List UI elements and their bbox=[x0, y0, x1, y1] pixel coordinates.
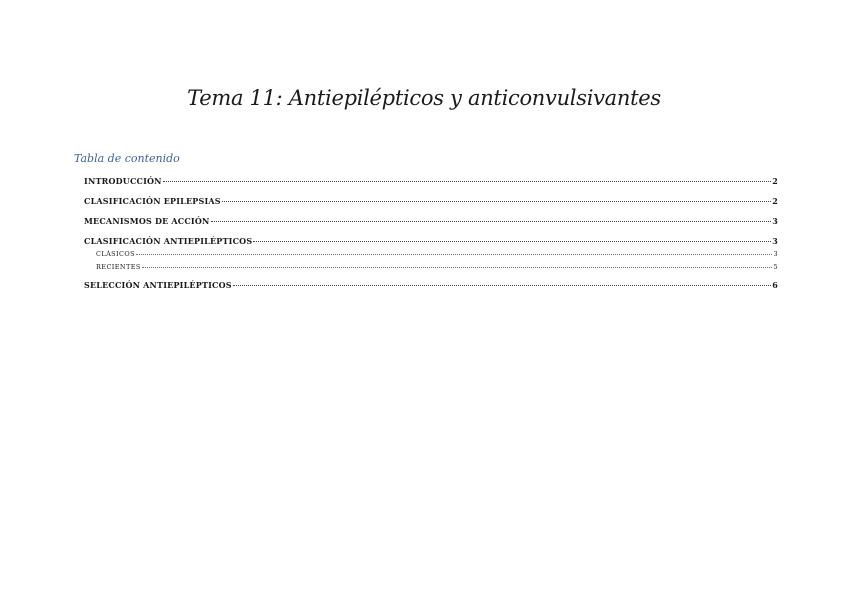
toc-entry-clasificacion-antiepilepticos[interactable] bbox=[84, 236, 778, 246]
toc-entry-label: MECANISMOS DE ACCIÓN bbox=[84, 216, 210, 226]
toc-dot-leader bbox=[253, 241, 771, 242]
toc-entry-clasificacion-epilepsias[interactable] bbox=[84, 196, 778, 206]
toc-entry-label: CLASIFICACIÓN ANTIEPILÉPTICOS bbox=[84, 236, 253, 246]
toc-heading: Tabla de contenido bbox=[74, 152, 180, 165]
toc-page-number: 3 bbox=[773, 250, 778, 258]
toc-entry-label: SELECCIÓN ANTIEPILÉPTICOS bbox=[84, 280, 232, 290]
toc-subentry-recientes[interactable] bbox=[84, 263, 778, 271]
toc-page-number: 3 bbox=[772, 236, 778, 246]
page-title: Tema 11: Antiepilépticos y anticonvulsivantes bbox=[187, 86, 661, 110]
toc-subentry-clasicos[interactable] bbox=[84, 250, 778, 258]
toc-dot-leader bbox=[222, 201, 771, 202]
toc-entry-label: INTRODUCCIÓN bbox=[84, 176, 162, 186]
toc-page-number: 6 bbox=[772, 280, 778, 290]
toc-dot-leader bbox=[142, 267, 773, 268]
toc-dot-leader bbox=[163, 181, 772, 182]
toc-entry-label: CLASIFICACIÓN EPILEPSIAS bbox=[84, 196, 221, 206]
toc-page-number: 2 bbox=[772, 176, 778, 186]
toc-page-number: 2 bbox=[772, 196, 778, 206]
toc-entry-introduccion[interactable] bbox=[84, 176, 778, 186]
toc-dot-leader bbox=[136, 254, 772, 255]
toc-entry-label: CLÁSICOS bbox=[96, 250, 135, 258]
toc-entry-seleccion-antiepilepticos[interactable] bbox=[84, 280, 778, 290]
toc-dot-leader bbox=[233, 285, 771, 286]
toc-dot-leader bbox=[211, 221, 772, 222]
toc-entry-label: RECIENTES bbox=[96, 263, 141, 271]
toc-page-number: 5 bbox=[773, 263, 778, 271]
toc-page-number: 3 bbox=[772, 216, 778, 226]
toc-entry-mecanismos-de-accion[interactable] bbox=[84, 216, 778, 226]
